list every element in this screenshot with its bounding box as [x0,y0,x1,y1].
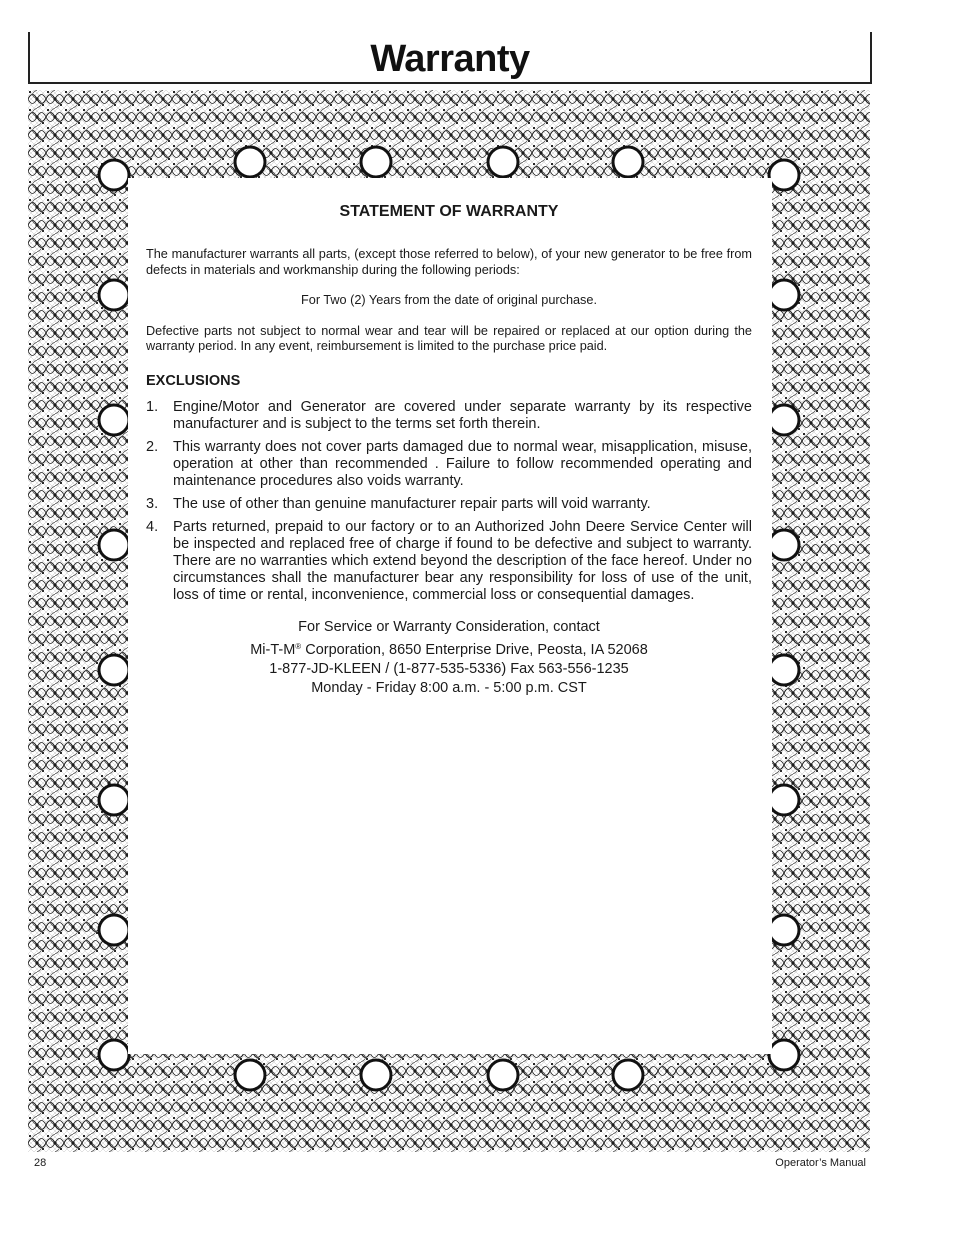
exclusions-heading: EXCLUSIONS [146,372,241,389]
exclusion-item [146,496,752,513]
warranty-period: For Two (2) Years from the date of original purchase. [301,293,597,307]
exclusion-text: Engine/Motor and Generator are covered under separate warranty by its respective manufacturer and is subject to the terms set forth therein. [173,398,752,432]
company-name: Mi-T-M [250,641,296,658]
contact-phone: 1-877-JD-KLEEN / (1-877-535-5336) Fax 563-556-1235 [269,660,629,677]
exclusion-item [146,399,752,433]
exclusion-text: This warranty does not cover parts damaged due to normal wear, misapplication, misuse, operation at other than recommended . Failure to follow recommended operating and maintenance procedures also voids warranty. [173,438,752,489]
contact-hours: Monday - Friday 8:00 a.m. - 5:00 p.m. CST [311,679,587,696]
exclusion-item [146,439,752,490]
title-box [28,32,872,84]
statement-intro: The manufacturer warrants all parts, (except those referred to below), of your new generator to be free from defects in materials and workmanship during the following periods: [146,247,752,277]
page-number: 28 [34,1157,47,1169]
exclusion-item [146,519,752,604]
exclusion-number: 2. [146,438,159,455]
contact-block [146,618,752,698]
exclusion-number: 1. [146,398,159,415]
manual-name: Operator’s Manual [775,1157,866,1169]
defective-parts-text: Defective parts not subject to normal wear and tear will be repaired or replaced at our option during the warranty period. In any event, reimbursement is limited to the purchase price paid. [146,323,752,353]
statement-heading: STATEMENT OF WARRANTY [339,203,559,220]
street-address: Corporation, 8650 Enterprise Drive, Peosta, IA 52068 [301,641,648,658]
exclusion-text: Parts returned, prepaid to our factory or to an Authorized John Deere Service Center will be inspected and replaced free of charge if found to be defective and subject to warranty. There are no warranties which extend beyond the description of the face hereof. Under no circumstances shall the manufacturer bear any responsibility for loss of use of the unit, loss of time or rental, inconvenience, commercial loss or consequential damages. [173,518,752,603]
exclusion-number: 4. [146,518,159,535]
contact-intro: For Service or Warranty Consideration, contact [298,618,600,635]
exclusions-list [146,399,752,604]
exclusion-text: The use of other than genuine manufacturer repair parts will void warranty. [173,495,651,512]
registered-mark: ® [295,641,302,651]
exclusion-number: 3. [146,495,159,512]
page-title: Warranty [370,38,530,80]
warranty-content [146,200,752,698]
contact-address [146,637,752,660]
